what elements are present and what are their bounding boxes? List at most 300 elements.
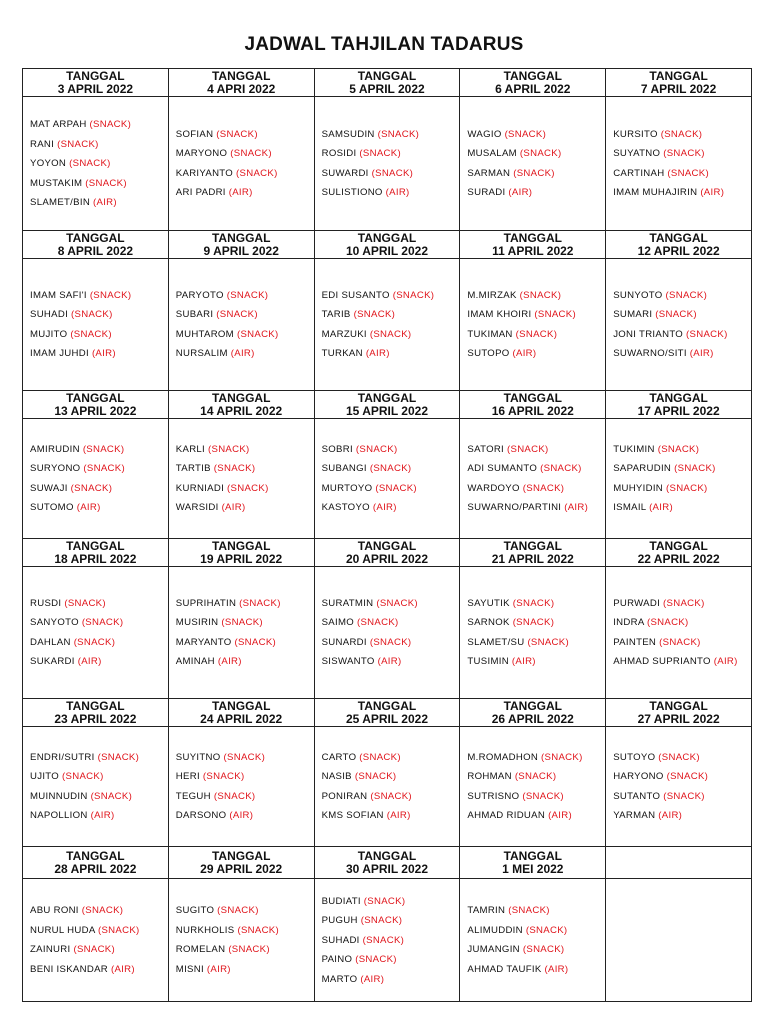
entry-list xyxy=(30,444,168,514)
person-name: IMAM KHOIRI xyxy=(467,309,532,321)
contribution-type: (SNACK) xyxy=(208,443,250,455)
contribution-type: (SNACK) xyxy=(657,443,700,455)
entry-item xyxy=(467,329,605,340)
tanggal-label: TANGGAL xyxy=(211,390,271,405)
contribution-type: (SNACK) xyxy=(70,328,112,340)
contribution-type: (AIR) xyxy=(700,187,725,199)
tanggal-label: TANGGAL xyxy=(66,538,125,553)
contribution-type: (SNACK) xyxy=(363,895,406,907)
person-name: ZAINURI xyxy=(30,944,71,956)
person-name: PARYOTO xyxy=(175,289,224,301)
date-label: 9 APRIL 2022 xyxy=(203,243,279,258)
contribution-type: (SNACK) xyxy=(540,463,582,475)
tanggal-label: TANGGAL xyxy=(649,390,708,405)
date-header-row xyxy=(23,539,752,567)
person-name: SULISTIONO xyxy=(321,187,383,199)
person-name: SUTRISNO xyxy=(467,790,520,802)
person-name: NASIB xyxy=(321,771,352,783)
person-name: JUMANGIN xyxy=(467,944,520,956)
entry-item xyxy=(176,348,314,359)
entry-item xyxy=(30,925,168,936)
date-header-cell xyxy=(314,391,460,419)
entries-cell xyxy=(460,727,606,847)
contribution-type: (SNACK) xyxy=(646,617,689,629)
contribution-type: (SNACK) xyxy=(525,924,568,936)
tanggal-label: TANGGAL xyxy=(649,698,708,713)
date-header-cell xyxy=(606,847,752,879)
entry-item xyxy=(30,483,168,494)
entry-list xyxy=(30,119,168,208)
entry-item xyxy=(613,637,751,648)
person-name: SAPARUDIN xyxy=(613,463,672,475)
contribution-type: (SNACK) xyxy=(377,128,420,140)
contribution-type: (AIR) xyxy=(221,502,246,514)
contribution-type: (AIR) xyxy=(713,656,738,668)
contribution-type: (AIR) xyxy=(360,973,385,985)
contribution-type: (AIR) xyxy=(689,348,714,360)
entries-cell xyxy=(460,97,606,231)
entry-list xyxy=(322,129,460,199)
person-name: KMS SOFIAN xyxy=(321,810,384,822)
tanggal-label: TANGGAL xyxy=(66,698,125,713)
entry-item xyxy=(613,348,751,359)
contribution-type: (SNACK) xyxy=(62,771,104,783)
person-name: NURSALIM xyxy=(175,348,228,360)
person-name: SARNOK xyxy=(467,617,510,629)
contribution-type: (SNACK) xyxy=(392,289,435,301)
tanggal-label: TANGGAL xyxy=(66,230,125,245)
contribution-type: (SNACK) xyxy=(513,167,555,179)
contribution-type: (SNACK) xyxy=(236,328,279,340)
date-header-cell xyxy=(606,391,752,419)
person-name: WAGIO xyxy=(467,128,502,140)
entry-item xyxy=(613,483,751,494)
contribution-type: (AIR) xyxy=(658,810,683,822)
entries-cell xyxy=(606,879,752,1002)
entry-item xyxy=(613,463,751,474)
person-name: AHMAD RIDUAN xyxy=(467,810,546,822)
entries-cell xyxy=(460,419,606,539)
person-name: AHMAD SUPRIANTO xyxy=(613,656,711,668)
entry-item xyxy=(30,617,168,628)
entry-item xyxy=(613,290,751,301)
person-name: SUNYOTO xyxy=(613,289,663,301)
contribution-type: (AIR) xyxy=(206,963,231,975)
entry-item xyxy=(176,944,314,955)
entry-item xyxy=(613,148,751,159)
entry-item xyxy=(467,617,605,628)
contribution-type: (SNACK) xyxy=(660,128,703,140)
entry-item xyxy=(30,502,168,513)
entry-item xyxy=(322,954,460,965)
person-name: TEGUH xyxy=(175,790,211,802)
entry-item xyxy=(176,810,314,821)
date-label: 11 APRIL 2022 xyxy=(492,243,574,258)
entry-item xyxy=(467,348,605,359)
contribution-type: (SNACK) xyxy=(655,309,697,321)
entry-list xyxy=(613,752,751,822)
entry-list xyxy=(467,129,605,199)
entry-item xyxy=(613,598,751,609)
entry-list xyxy=(322,896,460,985)
entry-item xyxy=(176,617,314,628)
person-name: SUPRIHATIN xyxy=(175,597,237,609)
person-name: SUWARNO/SITI xyxy=(613,348,687,360)
person-name: MARZUKI xyxy=(321,328,367,340)
entries-cell xyxy=(314,879,460,1002)
entry-item xyxy=(322,187,460,198)
person-name: TAMRIN xyxy=(467,905,506,917)
contribution-type: (SNACK) xyxy=(71,309,113,321)
contribution-type: (SNACK) xyxy=(221,617,263,629)
date-label: 27 APRIL 2022 xyxy=(637,711,720,726)
contribution-type: (SNACK) xyxy=(81,905,124,917)
contribution-type: (SNACK) xyxy=(369,636,412,648)
tanggal-label: TANGGAL xyxy=(357,390,417,405)
contribution-type: (AIR) xyxy=(228,187,253,199)
entry-item xyxy=(613,791,751,802)
contribution-type: (AIR) xyxy=(544,963,569,975)
person-name: ENDRI/SUTRI xyxy=(30,751,95,763)
contribution-type: (AIR) xyxy=(90,810,115,822)
tanggal-label: TANGGAL xyxy=(211,698,271,713)
person-name: MURTOYO xyxy=(321,482,373,494)
entry-item xyxy=(613,309,751,320)
contribution-type: (SNACK) xyxy=(83,463,125,475)
person-name: SUTOPO xyxy=(467,348,510,360)
entry-item xyxy=(30,444,168,455)
contribution-type: (SNACK) xyxy=(356,617,399,629)
entries-row xyxy=(23,879,752,1002)
entry-item xyxy=(176,483,314,494)
entry-item xyxy=(322,502,460,513)
contribution-type: (AIR) xyxy=(76,502,101,514)
entry-list xyxy=(176,598,314,668)
entry-list xyxy=(322,752,460,822)
date-header-cell xyxy=(168,69,314,97)
date-header-cell xyxy=(460,69,606,97)
contribution-type: (SNACK) xyxy=(89,289,132,301)
contribution-type: (SNACK) xyxy=(512,597,555,609)
entries-cell xyxy=(606,97,752,231)
entry-item xyxy=(322,348,460,359)
contribution-type: (AIR) xyxy=(548,810,572,822)
tanggal-label: TANGGAL xyxy=(503,848,562,863)
person-name: MUSIRIN xyxy=(175,617,219,629)
entry-item xyxy=(30,791,168,802)
date-header-cell xyxy=(168,391,314,419)
date-header-cell xyxy=(606,539,752,567)
contribution-type: (SNACK) xyxy=(369,463,412,475)
entries-cell xyxy=(23,419,169,539)
entry-item xyxy=(176,463,314,474)
entry-item xyxy=(30,329,168,340)
entry-item xyxy=(30,656,168,667)
entries-cell xyxy=(606,567,752,699)
contribution-type: (SNACK) xyxy=(89,119,132,130)
entries-cell xyxy=(314,567,460,699)
person-name: TARTIB xyxy=(175,463,211,475)
contribution-type: (SNACK) xyxy=(371,167,414,179)
date-label: 10 APRIL 2022 xyxy=(345,243,429,258)
entries-row xyxy=(23,727,752,847)
person-name: M.ROMADHON xyxy=(467,751,539,763)
entry-item xyxy=(176,290,314,301)
entry-item xyxy=(176,598,314,609)
date-header-cell xyxy=(460,391,606,419)
contribution-type: (AIR) xyxy=(386,810,411,822)
entry-item xyxy=(467,964,605,975)
person-name: RUSDI xyxy=(30,597,62,609)
entry-item xyxy=(176,925,314,936)
person-name: MUSTAKIM xyxy=(30,177,83,189)
tanggal-label: TANGGAL xyxy=(357,230,417,245)
person-name: MUINNUDIN xyxy=(30,790,88,802)
person-name: SURADI xyxy=(467,187,506,199)
person-name: MISNI xyxy=(175,963,204,975)
tanggal-label: TANGGAL xyxy=(503,390,562,405)
contribution-type: (SNACK) xyxy=(355,954,397,965)
person-name: UJITO xyxy=(30,771,60,783)
date-label: 6 APRIL 2022 xyxy=(495,81,571,96)
date-label: 5 APRIL 2022 xyxy=(349,81,425,96)
entry-item xyxy=(322,915,460,926)
person-name: TARIB xyxy=(321,309,351,321)
entry-item xyxy=(176,187,314,198)
date-label: 7 APRIL 2022 xyxy=(640,81,717,96)
person-name: KURNIADI xyxy=(175,482,225,494)
entry-list xyxy=(176,905,314,975)
contribution-type: (AIR) xyxy=(365,348,390,360)
contribution-type: (SNACK) xyxy=(97,751,140,763)
date-header-cell xyxy=(314,699,460,727)
entries-cell xyxy=(460,567,606,699)
tanggal-label: TANGGAL xyxy=(66,68,125,83)
entry-list xyxy=(613,444,751,514)
entry-item xyxy=(322,309,460,320)
person-name: SOFIAN xyxy=(175,128,214,140)
entry-item xyxy=(467,771,605,782)
person-name: AHMAD TAUFIK xyxy=(467,963,542,975)
contribution-type: (SNACK) xyxy=(522,944,565,956)
person-name: WARDOYO xyxy=(467,482,520,494)
person-name: SURATMIN xyxy=(321,597,374,609)
date-label: 20 APRIL 2022 xyxy=(345,551,429,566)
contribution-type: (AIR) xyxy=(230,348,255,360)
entry-item xyxy=(467,944,605,955)
date-label: 21 APRIL 2022 xyxy=(491,551,574,566)
person-name: SUKARDI xyxy=(30,656,75,668)
entry-item xyxy=(322,598,460,609)
person-name: KARLI xyxy=(175,443,206,455)
entry-list xyxy=(322,444,460,514)
contribution-type: (AIR) xyxy=(385,187,410,199)
entry-item xyxy=(176,502,314,513)
contribution-type: (SNACK) xyxy=(674,463,716,475)
contribution-type: (SNACK) xyxy=(90,790,133,802)
person-name: M.MIRZAK xyxy=(467,289,517,301)
entry-item xyxy=(322,168,460,179)
date-label: 26 APRIL 2022 xyxy=(491,711,574,726)
entry-item xyxy=(322,463,460,474)
contribution-type: (SNACK) xyxy=(659,636,701,648)
date-label: 22 APRIL 2022 xyxy=(637,551,720,566)
person-name: MARTO xyxy=(321,973,358,985)
person-name: INDRA xyxy=(613,617,645,629)
person-name: ROSIDI xyxy=(321,148,357,160)
contribution-type: (AIR) xyxy=(91,348,116,360)
entry-item xyxy=(467,598,605,609)
person-name: PURWADI xyxy=(613,597,661,609)
contribution-type: (SNACK) xyxy=(522,482,565,494)
person-name: BENI ISKANDAR xyxy=(30,963,109,975)
date-header-cell xyxy=(23,231,169,259)
tanggal-label: TANGGAL xyxy=(357,538,417,553)
tanggal-label: TANGGAL xyxy=(66,390,125,405)
person-name: SARMAN xyxy=(467,167,511,179)
person-name: SUTOMO xyxy=(30,502,74,514)
entry-list xyxy=(322,598,460,668)
contribution-type: (SNACK) xyxy=(82,443,125,455)
entry-item xyxy=(467,810,605,821)
person-name: SANYOTO xyxy=(30,617,79,629)
person-name: PAINO xyxy=(321,954,353,965)
contribution-type: (SNACK) xyxy=(227,482,269,494)
person-name: TUSIMIN xyxy=(467,656,509,668)
contribution-type: (AIR) xyxy=(512,348,537,360)
date-label: 24 APRIL 2022 xyxy=(200,711,283,726)
contribution-type: (SNACK) xyxy=(359,751,401,763)
entries-cell xyxy=(314,419,460,539)
entry-list xyxy=(322,290,460,360)
date-header-cell xyxy=(606,69,752,97)
entry-list xyxy=(613,290,751,360)
entry-item xyxy=(322,896,460,907)
date-header-row xyxy=(23,699,752,727)
entry-item xyxy=(467,290,605,301)
person-name: SUWARNO/PARTINI xyxy=(467,502,562,514)
date-header-cell xyxy=(168,699,314,727)
person-name: SUNARDI xyxy=(321,636,367,648)
entry-item xyxy=(613,656,751,667)
person-name: WARSIDI xyxy=(175,502,219,514)
contribution-type: (AIR) xyxy=(372,502,397,514)
person-name: SUTOYO xyxy=(613,751,656,763)
tanggal-label: TANGGAL xyxy=(357,68,417,83)
date-label: 19 APRIL 2022 xyxy=(200,551,283,566)
entry-list xyxy=(176,444,314,514)
entry-item xyxy=(176,905,314,916)
contribution-type: (SNACK) xyxy=(527,636,569,648)
contribution-type: (SNACK) xyxy=(217,905,259,917)
tanggal-label: TANGGAL xyxy=(66,848,125,863)
contribution-type: (SNACK) xyxy=(519,289,562,301)
date-label: 29 APRIL 2022 xyxy=(200,861,283,876)
schedule-table xyxy=(22,68,752,1002)
tanggal-label: TANGGAL xyxy=(357,848,417,863)
date-label: 25 APRIL 2022 xyxy=(345,711,429,726)
person-name: AMINAH xyxy=(175,656,215,668)
date-header-cell xyxy=(23,847,169,879)
entry-list xyxy=(30,290,168,360)
person-name: HERI xyxy=(175,771,200,783)
entry-item xyxy=(467,502,605,513)
date-header-cell xyxy=(23,699,169,727)
person-name: MAT ARPAH xyxy=(30,119,87,130)
entry-item xyxy=(322,129,460,140)
entries-cell xyxy=(23,97,169,231)
entries-cell xyxy=(168,97,314,231)
entry-item xyxy=(322,656,460,667)
date-label: 30 APRIL 2022 xyxy=(345,861,429,876)
person-name: IMAM JUHDI xyxy=(30,348,89,360)
person-name: EDI SUSANTO xyxy=(321,289,390,301)
entry-item xyxy=(613,329,751,340)
entries-row xyxy=(23,567,752,699)
person-name: SATORI xyxy=(467,443,505,455)
person-name: JONI TRIANTO xyxy=(613,328,684,340)
contribution-type: (AIR) xyxy=(377,656,402,668)
date-label: 13 APRIL 2022 xyxy=(54,403,137,418)
entry-item xyxy=(176,637,314,648)
person-name: SUMARI xyxy=(613,309,653,321)
contribution-type: (SNACK) xyxy=(514,771,557,783)
entry-item xyxy=(467,925,605,936)
entry-item xyxy=(467,168,605,179)
person-name: SUHADI xyxy=(30,309,69,321)
entry-item xyxy=(467,637,605,648)
entries-cell xyxy=(314,97,460,231)
entry-item xyxy=(322,791,460,802)
date-label: 28 APRIL 2022 xyxy=(54,861,137,876)
contribution-type: (SNACK) xyxy=(236,167,278,179)
contribution-type: (SNACK) xyxy=(228,944,270,956)
person-name: KURSITO xyxy=(613,128,658,140)
entry-item xyxy=(322,935,460,946)
person-name: SUHADI xyxy=(321,934,360,946)
contribution-type: (SNACK) xyxy=(359,148,401,160)
person-name: SAMSUDIN xyxy=(321,128,375,140)
entry-item xyxy=(30,771,168,782)
entry-item xyxy=(30,964,168,975)
person-name: TUKIMAN xyxy=(467,328,513,340)
date-label: 16 APRIL 2022 xyxy=(491,403,574,418)
person-name: KARIYANTO xyxy=(175,167,234,179)
entry-list xyxy=(613,129,751,199)
entry-item xyxy=(30,905,168,916)
person-name: CARTINAH xyxy=(613,167,665,179)
entries-cell xyxy=(168,879,314,1002)
tanggal-label: TANGGAL xyxy=(503,538,562,553)
contribution-type: (SNACK) xyxy=(230,148,272,160)
tanggal-label: TANGGAL xyxy=(211,68,271,83)
date-label: 4 APRI 2022 xyxy=(207,81,276,96)
person-name: SLAMET/BIN xyxy=(30,197,91,208)
person-name: SUWAJI xyxy=(30,482,68,494)
contribution-type: (SNACK) xyxy=(360,915,403,926)
entry-item xyxy=(30,637,168,648)
person-name: SUWARDI xyxy=(321,167,369,179)
entry-item xyxy=(176,309,314,320)
entry-item xyxy=(322,752,460,763)
contribution-type: (SNACK) xyxy=(666,482,708,494)
contribution-type: (SNACK) xyxy=(73,944,115,956)
person-name: MUHTAROM xyxy=(175,328,234,340)
contribution-type: (SNACK) xyxy=(362,934,405,946)
person-name: MARYONO xyxy=(175,148,228,160)
contribution-type: (SNACK) xyxy=(376,597,418,609)
contribution-type: (SNACK) xyxy=(512,617,555,629)
